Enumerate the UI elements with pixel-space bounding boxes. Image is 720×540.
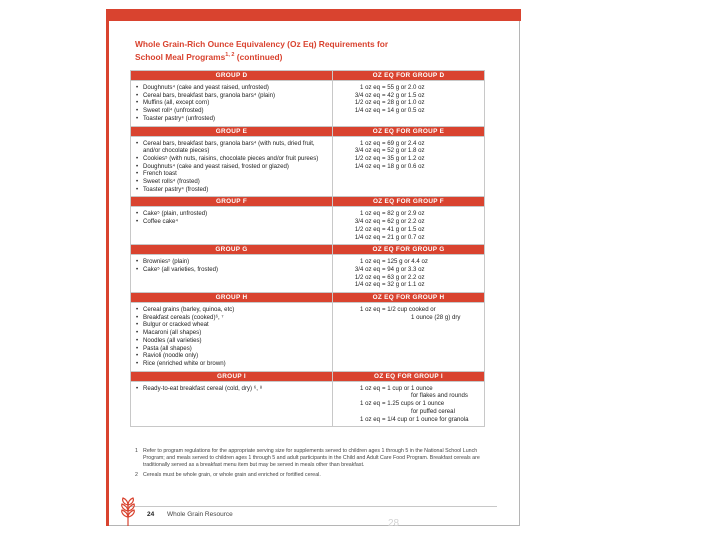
oz-eq-row [341, 107, 482, 115]
oz-eq-cell [333, 381, 485, 427]
group-body-row [131, 255, 485, 293]
food-item: • Brownies⁵ (plain) [136, 258, 330, 266]
food-item: • French toast [136, 170, 330, 178]
group-header: GROUP F [131, 197, 333, 207]
oz-eq-cell [333, 255, 485, 293]
food-items-cell [131, 81, 333, 127]
food-item: • Bulgur or cracked wheat [136, 321, 330, 329]
oz-eq-row [341, 92, 482, 100]
oz-eq-weight: = 1 cup or 1 ounce [382, 384, 433, 392]
group-header: GROUP H [131, 293, 333, 303]
oz-eq-amount: 1/2 oz eq [354, 225, 380, 233]
group-header: GROUP G [131, 245, 333, 255]
page-number: 24 [147, 511, 155, 518]
oz-eq-amount: 1 oz eq [360, 258, 380, 266]
oz-eq-amount: 3/4 oz eq [354, 218, 380, 226]
oz-eq-row [341, 163, 482, 171]
food-item-list [131, 81, 332, 126]
food-item: • Coffee cake⁴ [136, 218, 330, 226]
oz-eq-continuation: for flakes and rounds [411, 392, 468, 400]
oz-eq-amount: 1/2 oz eq [354, 154, 380, 162]
group-body-row [131, 303, 485, 372]
food-item: • Toaster pastry⁴ (frosted) [136, 186, 330, 194]
oz-eq-amount: 1/2 oz eq [354, 273, 380, 281]
oz-eq-amount: 1/4 oz eq [354, 162, 380, 170]
oz-eq-amount: 3/4 oz eq [354, 91, 380, 99]
oz-eq-row [341, 258, 482, 266]
oz-eq-weight: = 69 g or 2.4 oz [382, 139, 425, 147]
food-item: • Cookies⁵ (with nuts, raisins, chocolate pieces and/or fruit purees) [136, 155, 330, 163]
oz-eq-row [341, 234, 482, 242]
oz-eq-header: OZ EQ FOR GROUP F [333, 197, 485, 207]
oz-eq-amount: 3/4 oz eq [354, 265, 380, 273]
oz-eq-row [341, 218, 482, 226]
oz-eq-row [341, 140, 482, 148]
food-item: • Breakfast cereals (cooked)⁶, ⁷ [136, 314, 330, 322]
oz-eq-continuation: 1 ounce (28 g) dry [411, 313, 461, 321]
food-item-list [131, 207, 332, 228]
food-items-cell [131, 207, 333, 245]
oz-eq-weight: = 1/4 cup or 1 ounce for granola [382, 415, 469, 423]
footnote-text: Refer to program regulations for the appropriate serving size for supplements served to children ages 1 through 5 in the National School Lunch Program; and meals served to children ages 1 through 5 and adult participants in the Child and Adult Care Food Program. Breakfast cereals are traditionally served as a breakfast menu item but may be served in meals other than breakfast. [143, 448, 480, 469]
oz-eq-table [130, 70, 485, 427]
oz-eq-list [333, 255, 484, 292]
food-item: • Noodles (all varieties) [136, 337, 330, 345]
food-items-cell [131, 136, 333, 197]
food-item: • Macaroni (all shapes) [136, 329, 330, 337]
group-header-row [131, 71, 485, 81]
oz-eq-header: OZ EQ FOR GROUP E [333, 126, 485, 136]
oz-eq-row [341, 400, 482, 408]
oz-eq-amount: 1 oz eq [360, 384, 380, 392]
group-body-row [131, 381, 485, 427]
food-item: • Cereal grains (barley, quinoa, etc) [136, 306, 330, 314]
oz-eq-weight: = 1.25 cups or 1 ounce [382, 400, 445, 408]
oz-eq-row [341, 147, 482, 155]
page-edge-accent [106, 9, 109, 526]
oz-eq-cell [333, 136, 485, 197]
food-item: • Toaster pastry⁴ (unfrosted) [136, 115, 330, 123]
oz-eq-amount: 1 oz eq [360, 139, 380, 147]
group-body-row [131, 207, 485, 245]
oz-eq-list [333, 207, 484, 244]
title-superscript: 1, 2 [225, 51, 235, 58]
food-item: • Ready-to-eat breakfast cereal (cold, dry) ⁶, ⁸ [136, 385, 330, 393]
oz-eq-list [333, 137, 484, 174]
food-items-cell [131, 255, 333, 293]
footnote-marker: 2 [135, 471, 138, 478]
oz-eq-amount: 1/2 oz eq [354, 99, 380, 107]
oz-eq-amount: 3/4 oz eq [354, 147, 380, 155]
food-item: • Sweet roll⁴ (unfrosted) [136, 107, 330, 115]
oz-eq-weight: = 82 g or 2.9 oz [382, 210, 425, 218]
oz-eq-weight: = 94 g or 3.3 oz [382, 265, 425, 273]
page-title [135, 39, 495, 62]
group-header-row [131, 245, 485, 255]
oz-eq-amount: 1/4 oz eq [354, 107, 380, 115]
group-header-row [131, 197, 485, 207]
oz-eq-weight: = 52 g or 1.8 oz [382, 147, 425, 155]
food-item: • Cereal bars, breakfast bars, granola bars⁴ (plain) [136, 92, 330, 100]
oz-eq-amount: 1/4 oz eq [354, 281, 380, 289]
oz-eq-list [333, 81, 484, 118]
oz-eq-cell [333, 303, 485, 372]
title-suffix: (continued) [234, 51, 283, 62]
oz-eq-weight: = 55 g or 2.0 oz [382, 84, 425, 91]
title-line-2: School Meal Programs [135, 51, 226, 62]
oz-eq-row [341, 274, 482, 282]
food-item-list [131, 255, 332, 276]
footnote [135, 472, 483, 479]
footnotes [135, 448, 483, 481]
oz-eq-weight: = 14 g or 0.5 oz [382, 107, 425, 115]
food-item: • Ravioli (noodle only) [136, 352, 330, 360]
oz-eq-cell [333, 207, 485, 245]
footer-divider [127, 506, 497, 507]
oz-eq-weight: = 32 g or 1.1 oz [382, 281, 425, 289]
oz-eq-header: OZ EQ FOR GROUP G [333, 245, 485, 255]
group-body-row [131, 136, 485, 197]
food-item: • Cake⁵ (plain, unfrosted) [136, 210, 330, 218]
group-header: GROUP E [131, 126, 333, 136]
oz-eq-list [333, 382, 484, 427]
group-header: GROUP I [131, 371, 333, 381]
food-item: • Doughnuts⁴ (cake and yeast raised, frosted or glazed) [136, 163, 330, 171]
oz-eq-weight: = 35 g or 1.2 oz [382, 154, 425, 162]
food-item: • Doughnuts⁴ (cake and yeast raised, unfrosted) [136, 84, 330, 92]
oz-eq-weight: = 21 g or 0.7 oz [382, 233, 425, 241]
oz-eq-weight: = 41 g or 1.5 oz [382, 225, 425, 233]
oz-eq-weight: = 125 g or 4.4 oz [382, 258, 428, 266]
group-body-row [131, 81, 485, 127]
footnote [135, 448, 483, 470]
oz-eq-cell [333, 81, 485, 127]
oz-eq-weight: = 18 g or 0.6 oz [382, 162, 425, 170]
resource-title: Whole Grain Resource [167, 511, 233, 518]
oz-eq-row [341, 266, 482, 274]
oz-eq-row [341, 99, 482, 107]
food-items-cell [131, 381, 333, 427]
oz-eq-list [333, 303, 484, 324]
footnote-marker: 1 [135, 448, 138, 454]
oz-eq-row [341, 210, 482, 218]
oz-eq-amount: 1 oz eq [360, 210, 380, 218]
food-item-list [131, 382, 332, 396]
food-item: • Pasta (all shapes) [136, 345, 330, 353]
oz-eq-continuation: for puffed cereal [411, 407, 455, 415]
food-item: • Sweet rolls⁴ (frosted) [136, 178, 330, 186]
oz-eq-header: OZ EQ FOR GROUP I [333, 371, 485, 381]
food-item-list [131, 137, 332, 197]
oz-eq-header: OZ EQ FOR GROUP H [333, 293, 485, 303]
group-header-row [131, 293, 485, 303]
oz-eq-amount: 1 oz eq [360, 306, 380, 314]
title-line-1: Whole Grain-Rich Ounce Equivalency (Oz Eq) Requirements for [135, 39, 389, 49]
slide-number: 28 [388, 518, 400, 529]
group-header-row [131, 126, 485, 136]
oz-eq-weight: = 1/2 cup cooked or [382, 306, 436, 314]
oz-eq-row [341, 306, 482, 314]
header-bar [106, 9, 521, 21]
document-page [106, 9, 520, 529]
oz-eq-amount: 1 oz eq [360, 84, 380, 91]
food-items-cell [131, 303, 333, 372]
oz-eq-weight: = 28 g or 1.0 oz [382, 99, 425, 107]
oz-eq-row [341, 226, 482, 234]
oz-eq-weight: = 63 g or 2.2 oz [382, 273, 425, 281]
footnote-text: Cereals must be whole grain, or whole grain and enriched or fortified cereal. [143, 471, 321, 478]
oz-eq-amount: 1 oz eq [360, 400, 380, 408]
oz-eq-row [341, 416, 482, 424]
food-item: • Muffins (all, except corn) [136, 99, 330, 107]
food-item: • Cake⁵ (all varieties, frosted) [136, 266, 330, 274]
oz-eq-row [341, 155, 482, 163]
oz-eq-row [341, 385, 482, 393]
wheat-icon [117, 497, 139, 527]
food-item-list [131, 303, 332, 371]
oz-eq-header: OZ EQ FOR GROUP D [333, 71, 485, 81]
oz-eq-weight: = 62 g or 2.2 oz [382, 218, 425, 226]
group-header: GROUP D [131, 71, 333, 81]
oz-eq-weight: = 42 g or 1.5 oz [382, 91, 425, 99]
food-item: • Rice (enriched white or brown) [136, 360, 330, 368]
food-item: • Cereal bars, breakfast bars, granola bars⁴ (with nuts, dried fruit, and/or chocolate pieces) [136, 140, 330, 155]
group-header-row [131, 371, 485, 381]
oz-eq-row [341, 281, 482, 289]
oz-eq-amount: 1 oz eq [360, 415, 380, 423]
oz-eq-row [341, 84, 482, 92]
oz-eq-amount: 1/4 oz eq [354, 233, 380, 241]
